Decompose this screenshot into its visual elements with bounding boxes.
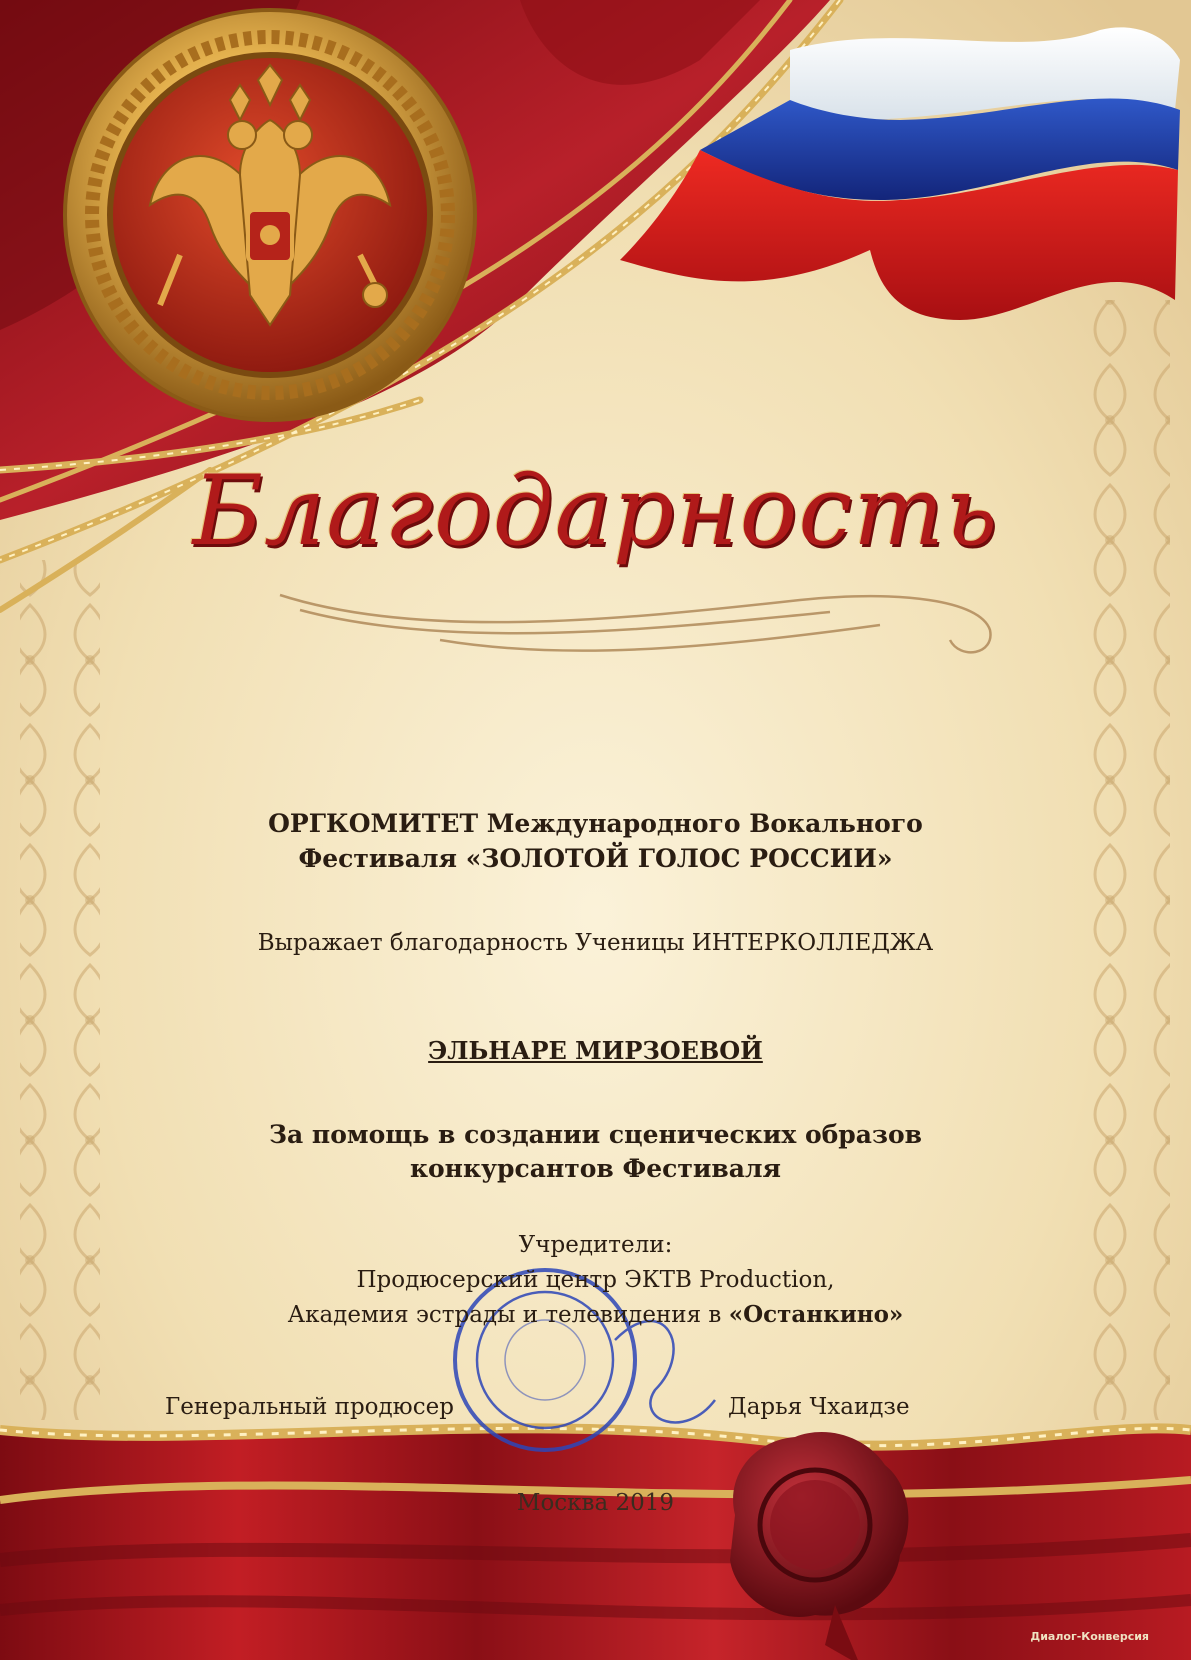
founder-2-text: Академия эстрады и телевидения в — [287, 1302, 729, 1328]
founder-2-bold: «Останкино» — [728, 1301, 904, 1328]
founder-2 — [0, 1300, 1191, 1330]
founders-label: Учредители: — [518, 1232, 673, 1258]
expresses-text: Выражает благодарность Ученицы ИНТЕРКОЛЛЕДЖА — [257, 930, 934, 956]
reason-line-2: конкурсантов Фестиваля — [409, 1154, 782, 1183]
organizer-line-2: Фестиваля «ЗОЛОТОЙ ГОЛОС РОССИИ» — [298, 844, 893, 873]
printer-mark: Диалог-Конверсия — [1030, 1630, 1149, 1643]
organizer-line-1: ОРГКОМИТЕТ Международного Вокального — [268, 809, 923, 838]
producer-label: Генеральный продюсер — [165, 1394, 454, 1420]
recipient-name: ЭЛЬНАРЕ МИРЗОЕВОЙ — [428, 1036, 763, 1065]
founder-1: Продюсерский центр ЭКТВ Production, — [356, 1267, 835, 1293]
producer-name: Дарья Чхаидзе — [728, 1394, 910, 1420]
certificate-title: Благодарность — [192, 455, 999, 567]
recipient-block — [0, 1036, 1191, 1065]
city-year: Москва 2019 — [516, 1490, 675, 1516]
reason-line-1: За помощь в создании сценических образов — [269, 1120, 922, 1149]
russian-coat-of-arms-icon — [65, 10, 475, 420]
